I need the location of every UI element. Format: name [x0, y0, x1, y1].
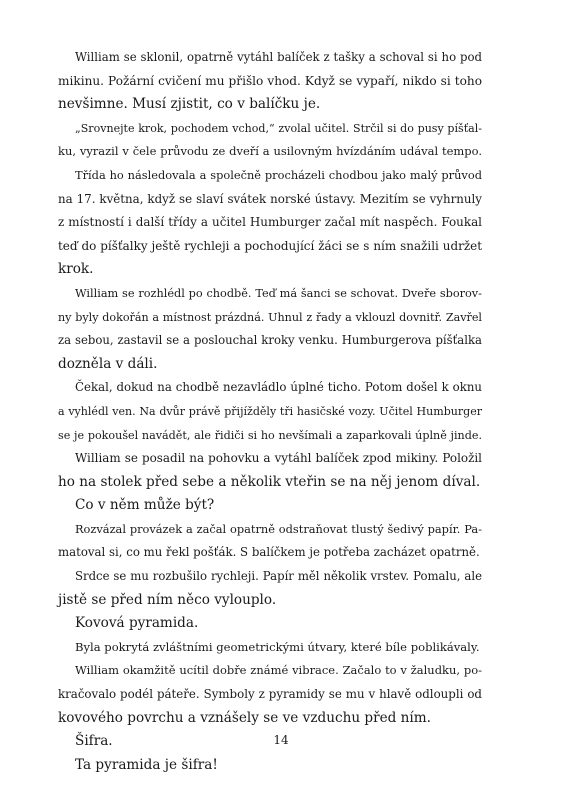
text-line: Rozvázal provázek a začal opatrně odstraňovat tlustý šedivý papír. Pa-	[75, 521, 482, 536]
body-text	[58, 46, 482, 777]
text-line: nevšimne. Musí zjistit, co v balíčku je.	[58, 96, 321, 113]
text-line: ny byly dokořán a místnost prázdná. Uhnul z řady a vklouzl dovnitř. Zavřel	[58, 310, 482, 324]
text-line: Byla pokrytá zvláštními geometrickými útvary, které bíle poblikávaly.	[75, 639, 480, 654]
text-line: William okamžitě ucítil dobře známé vibrace. Začalo to v žaludku, po-	[75, 663, 482, 678]
text-line: na 17. května, když se slaví svátek norské ústavy. Mezitím se vyhrnuly	[58, 191, 482, 206]
text-line: jistě se před ním něco vylouplo.	[58, 591, 277, 608]
text-line: z místností i další třídy a učitel Humburger začal mít naspěch. Foukal	[58, 215, 482, 230]
text-line: „Srovnejte krok, pochodem vchod,“ zvolal učitel. Strčil si do pusy píšťal-	[75, 121, 482, 135]
text-line: Kovová pyramida.	[75, 615, 199, 632]
text-line: Třída ho následovala a společně procházeli chodbou jako malý průvod	[75, 167, 482, 182]
text-line: teď do píšťalky ještě rychleji a pochodující žáci se s ním snažili udržet	[58, 238, 482, 253]
text-line: William se rozhlédl po chodbě. Teď má šanci se schovat. Dveře sborov-	[75, 286, 482, 300]
page-number: 14	[273, 733, 289, 747]
text-line: se je pokoušel navádět, ale řidiči si ho nevšímali a zaparkovali úplně jinde.	[58, 428, 482, 442]
text-line: ku, vyrazil v čele průvodu ze dveří a usilovným hvízdáním udával tempo.	[58, 144, 482, 159]
text-line: krok.	[58, 261, 94, 278]
text-line: mikinu. Požární cvičení mu přišlo vhod. Když se vypaří, nikdo si toho	[58, 73, 482, 88]
text-line: za sebou, zastavil se a poslouchal kroky venku. Humburgerova píšťalka	[58, 333, 482, 348]
text-line: matoval si, co mu řekl pošťák. S balíčkem je potřeba zacházet opatrně.	[58, 545, 480, 560]
text-line: Co v něm může být?	[75, 497, 215, 514]
text-line: William se sklonil, opatrně vytáhl balíček z tašky a schoval si ho pod	[75, 50, 482, 64]
text-line: kračovalo podél páteře. Symboly z pyramidy se mu v hlavě odloupli od	[58, 687, 482, 702]
text-line: William se posadil na pohovku a vytáhl balíček zpod mikiny. Položil	[75, 451, 482, 466]
text-line: kovového povrchu a vznášely se ve vzduchu před ním.	[58, 709, 431, 726]
text-line: Srdce se mu rozbušilo rychleji. Papír měl několik vrstev. Pomalu, ale	[75, 569, 482, 584]
text-line: Čekal, dokud na chodbě nezavládlo úplné ticho. Potom došel k oknu	[75, 380, 482, 395]
text-line: ho na stolek před sebe a několik vteřin se na něj jenom díval.	[58, 473, 481, 490]
text-line: dozněla v dáli.	[58, 355, 158, 372]
text-line: Ta pyramida je šifra!	[75, 756, 218, 773]
text-line: Šifra.	[75, 733, 113, 750]
text-line: a vyhlédl ven. Na dvůr právě přijížděly tři hasičské vozy. Učitel Humburger	[58, 404, 482, 418]
